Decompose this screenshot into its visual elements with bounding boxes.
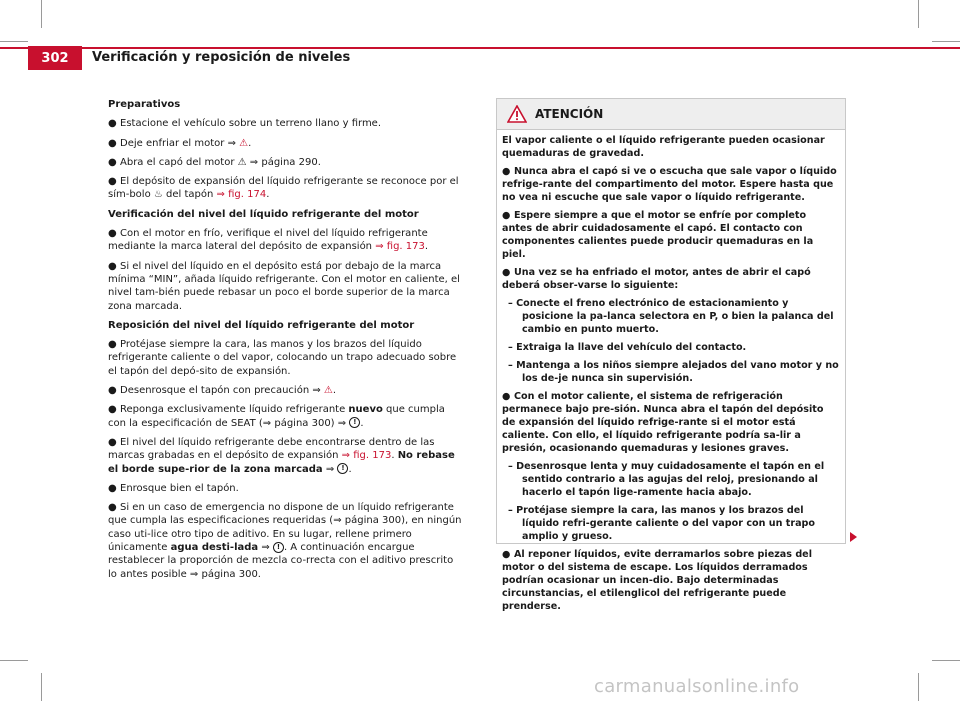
list-item: ● Protéjase siempre la cara, las manos y los brazos del líquido refrigerante caliente o del vapor, colocando un trapo adecuado sobre el tapón del depó-sito de expansión. (108, 339, 457, 377)
warning-item: ● Una vez se ha enfriado el motor, antes de abrir el capó deberá obser-varse lo siguiente: (502, 267, 811, 291)
section-heading: Reposición del nivel del líquido refrigerante del motor (108, 319, 415, 331)
warning-header (497, 99, 845, 130)
list-item: ● Desenrosque el tapón con precaución ⇒ ⚠. (108, 385, 337, 397)
warning-triangle-icon: ⚠ (323, 385, 333, 397)
continue-arrow-icon[interactable] (850, 532, 857, 542)
left-column (108, 98, 464, 587)
section-heading: Preparativos (108, 99, 181, 110)
warning-triangle-icon: ⚠ (239, 137, 249, 149)
caution-circle-icon: ! (273, 542, 284, 553)
warning-intro: El vapor caliente o el líquido refrigerante pueden ocasionar quemaduras de gravedad. (502, 135, 825, 159)
warning-body (497, 130, 845, 613)
coolant-symbol-icon: ♨ (153, 189, 163, 201)
header-rule (0, 47, 960, 49)
warning-subitem: – Desenrosque lenta y muy cuidadosamente el tapón en el sentido contrario a las agujas del reloj, presionando al hacerlo el tapón lige-ramente hacia abajo. (508, 461, 825, 498)
figure-link[interactable]: ⇒ fig. 174 (216, 189, 267, 201)
warning-triangle-icon: ⚠ (237, 156, 247, 168)
page-title: Verificación y reposición de niveles (92, 50, 351, 65)
warning-subitem: – Extraiga la llave del vehículo del contacto. (508, 342, 747, 353)
warning-subitem: – Mantenga a los niños siempre alejados del vano motor y no los de-je nunca sin supervisión. (508, 360, 839, 384)
list-item: ● Estacione el vehículo sobre un terreno llano y firme. (108, 118, 382, 130)
crop-mark (932, 41, 960, 42)
page-number: 302 (28, 46, 82, 70)
list-item: ● Reponga exclusivamente líquido refrigerante nuevo que cumpla con la especificación de SEAT (⇒ página 300) ⇒ ! . (108, 404, 445, 429)
figure-link[interactable]: ⇒ fig. 173 (341, 450, 392, 462)
list-item: ● Con el motor en frío, verifique el nivel del líquido refrigerante mediante la marca lateral del depósito de expansión ⇒ fig. 173. (108, 228, 429, 253)
crop-mark (932, 660, 960, 661)
caution-circle-icon: ! (349, 417, 360, 428)
warning-item: ● Nunca abra el capó si ve o escucha que sale vapor o líquido refrige-rante del compartimento del motor. Espere hasta que no vea ni escuche que sale vapor o líquido refrigerante. (502, 166, 837, 203)
crop-mark (0, 660, 28, 661)
list-item: ● Si el nivel del líquido en el depósito está por debajo de la marca mínima “MIN”, añada líquido refrigerante. Con el motor en caliente, el nivel tam-bién puede rebasar un poco el borde superior de la marca zona marcada. (108, 260, 460, 312)
warning-triangle-icon (507, 105, 527, 123)
crop-mark (918, 673, 919, 701)
warning-item: ● Con el motor caliente, el sistema de refrigeración permanece bajo pre-sión. Nunca abra el tapón del depósito de expansión del líquido refrige-rante si el motor está caliente. Con ello, el líquido refrigerante podría sa-lir a presión, ocasionando quemaduras y lesiones graves. (502, 391, 824, 454)
crop-mark (41, 0, 42, 28)
warning-subitem: – Protéjase siempre la cara, las manos y los brazos del líquido refri-gerante caliente o del vapor con un trapo amplio y grueso. (508, 505, 816, 542)
watermark: carmanualsonline.info (594, 676, 800, 697)
crop-mark (41, 673, 42, 701)
crop-mark (918, 0, 919, 28)
crop-mark (0, 41, 28, 42)
list-item: ● Enrosque bien el tapón. (108, 482, 239, 494)
caution-circle-icon: ! (337, 463, 348, 474)
list-item: ● Abra el capó del motor ⚠ ⇒ página 290. (108, 156, 321, 168)
warning-subitem: – Conecte el freno electrónico de estacionamiento y posicione la pa-lanca selectora en P, o bien la palanca del cambio en punto muerto. (508, 298, 834, 335)
warning-item: ● Espere siempre a que el motor se enfríe por completo antes de abrir cuidadosamente el capó. El contacto con componentes calientes puede producir quemaduras en la piel. (502, 210, 814, 260)
list-item: ● El nivel del líquido refrigerante debe encontrarse dentro de las marcas grabadas en el depósito de expansión ⇒ fig. 173. No rebase el borde supe-rior de la zona marcada ⇒ ! . (108, 436, 455, 475)
figure-link[interactable]: ⇒ fig. 173 (375, 241, 425, 253)
warning-item: ● Al reponer líquidos, evite derramarlos sobre piezas del motor o del sistema de escape. Los líquidos derramados podrían ocasionar un incen-dio. Bajo determinadas circunstancias, el etilenglicol del refrigerante puede prenderse. (502, 549, 812, 612)
warning-title: ATENCIÓN (535, 107, 604, 121)
warning-box (496, 98, 846, 612)
list-item: ● Si en un caso de emergencia no dispone de un líquido refrigerante que cumpla las especificaciones requeridas (⇒ página 300), en ningún caso uti-lice otro tipo de aditivo. En su lugar, rellene primero únicamente agua desti-lada ⇒ ! . A continuación encargue restablecer la proporción de mezcla co-rrecta con el aditivo prescrito lo antes posible ⇒ página 300. (108, 502, 462, 580)
section-heading: Verificación del nivel del líquido refrigerante del motor (108, 208, 419, 220)
list-item: ● El depósito de expansión del líquido refrigerante se reconoce por el sím-bolo ♨ del tapón ⇒ fig. 174. (108, 176, 459, 201)
list-item: ● Deje enfriar el motor ⇒ ⚠. (108, 137, 252, 149)
